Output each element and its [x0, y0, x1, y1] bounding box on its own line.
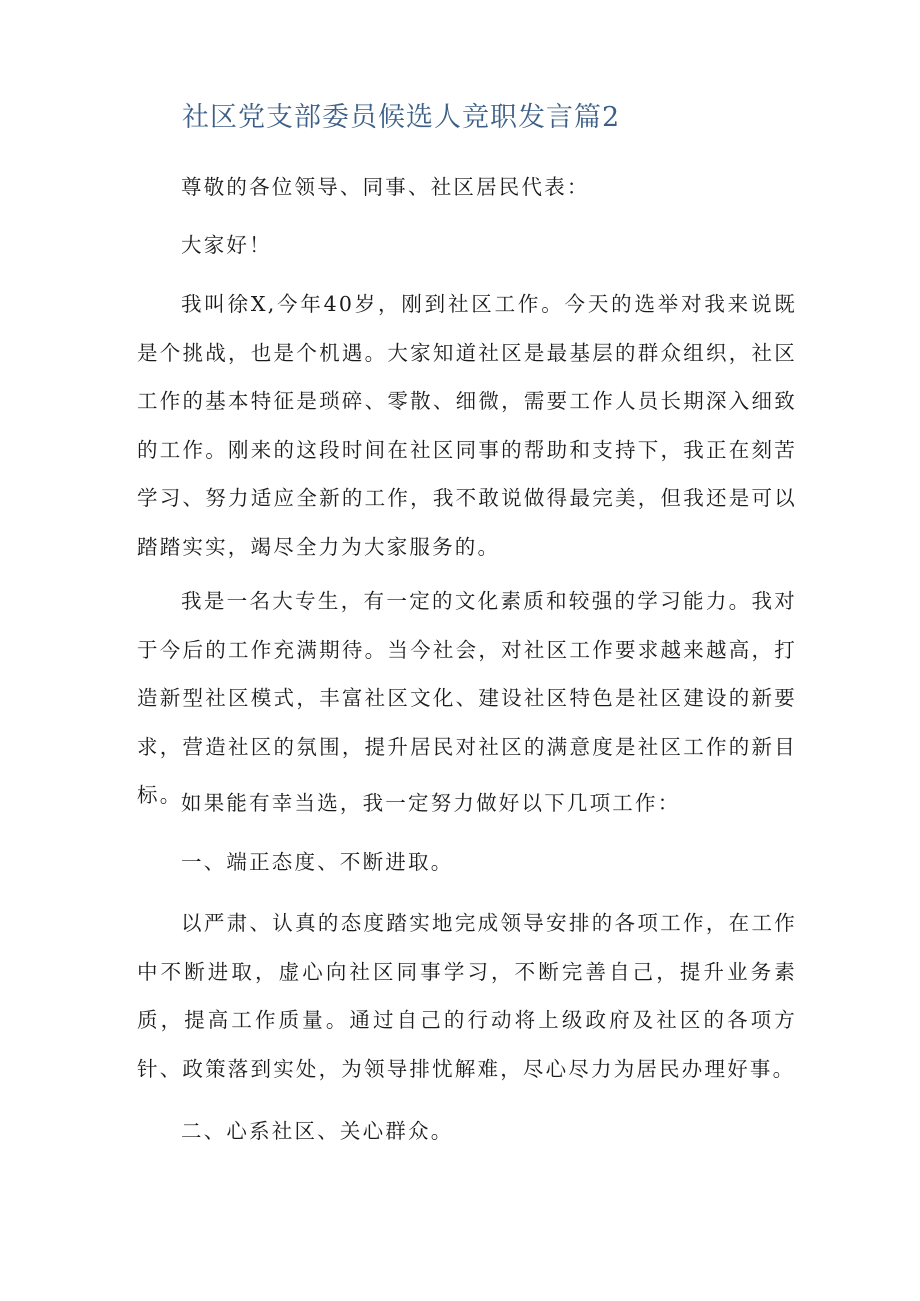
introduction-paragraph: 我叫徐X,今年40岁，刚到社区工作。今天的选举对我来说既是个挑战，也是个机遇。大家知道社区是最基层的群众组织，社区工作的基本特征是琐碎、零散、细微，需要工作人员长期深入细致的工作。刚来的这段时间在社区同事的帮助和支持下，我正在刻苦学习、努力适应全新的工作，我不敢说做得最完美，但我还是可以踏踏实实，竭尽全力为大家服务的。 — [137, 292, 797, 559]
section-heading-2: 二、心系社区、关心群众。 — [181, 1119, 454, 1143]
section-heading-1: 一、端正态度、不断进取。 — [181, 850, 454, 874]
commitment-paragraph: 如果能有幸当选，我一定努力做好以下几项工作： — [181, 791, 681, 815]
section-1-body-paragraph: 以严肃、认真的态度踏实地完成领导安排的各项工作，在工作中不断进取，虚心向社区同事学习，不断完善自己，提升业务素质，提高工作质量。通过自己的行动将上级政府及社区的各项方针、政策落到实处，为领导排忧解难，尽心尽力为居民办理好事。 — [137, 911, 797, 1081]
document-title: 社区党支部委员候选人竞职发言篇2 — [182, 102, 621, 133]
qualification-paragraph: 我是一名大专生，有一定的文化素质和较强的学习能力。我对于今后的工作充满期待。当今社会，对社区工作要求越来越高，打造新型社区模式，丰富社区文化、建设社区特色是社区建设的新要求，营造社区的氛围，提升居民对社区的满意度是社区工作的新目标。 — [137, 589, 797, 807]
salutation-paragraph: 尊敬的各位领导、同事、社区居民代表： — [181, 175, 590, 199]
greeting-paragraph: 大家好！ — [181, 233, 272, 257]
